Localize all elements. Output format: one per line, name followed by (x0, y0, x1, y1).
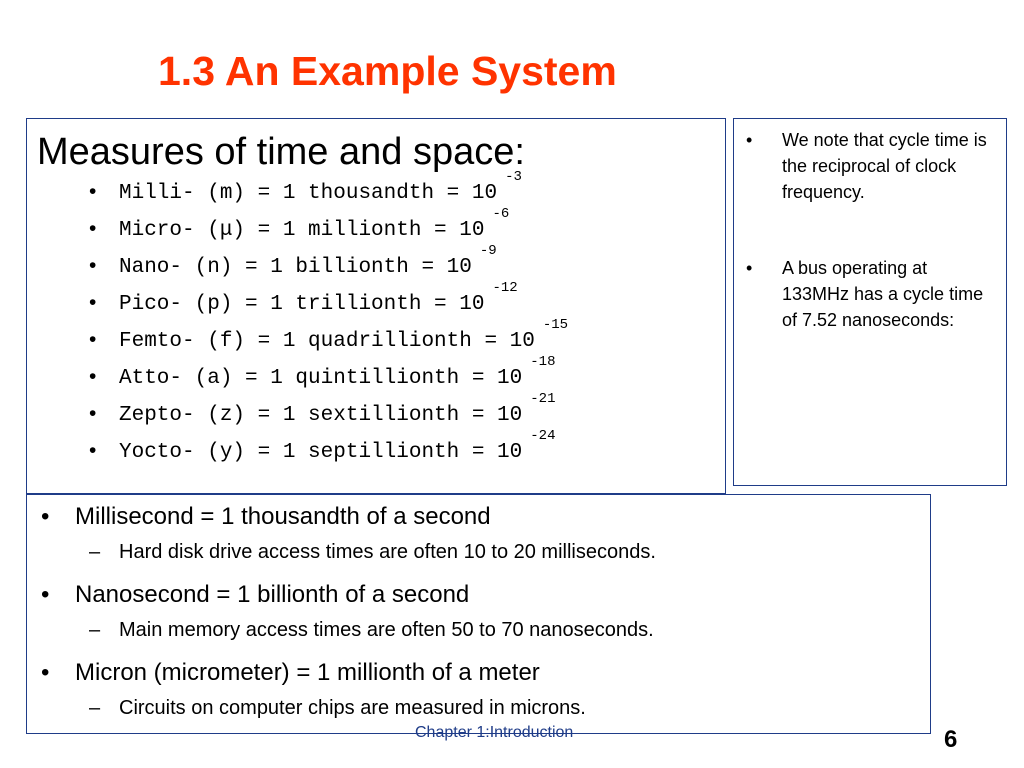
bullet-icon: • (746, 258, 753, 278)
bullet-icon: • (89, 439, 97, 462)
bullet-icon: • (89, 217, 97, 240)
unit-prefix-text: Yocto- (y) = 1 septillionth = 10 (119, 441, 523, 464)
notes-list (746, 127, 996, 383)
definition-text: Millisecond = 1 thousandth of a second (75, 503, 491, 530)
unit-prefix-list (89, 169, 569, 475)
unit-prefix-text: Nano- (n) = 1 billionth = 10 (119, 256, 472, 279)
definition-micron (27, 659, 930, 697)
unit-prefix-pico (89, 280, 568, 327)
example-text: Main memory access times are often 50 to 70 nanoseconds. (119, 619, 654, 641)
bullet-icon: • (89, 254, 97, 277)
definitions-box (26, 494, 931, 734)
bullet-icon: • (89, 180, 97, 203)
page-number: 6 (944, 726, 958, 753)
unit-prefix-text: Zepto- (z) = 1 sextillionth = 10 (119, 404, 523, 427)
unit-prefix-femto (89, 317, 569, 364)
unit-prefix-atto (89, 354, 568, 401)
measures-box (26, 118, 726, 494)
unit-prefix-text: Atto- (a) = 1 quintillionth = 10 (119, 367, 523, 390)
measures-heading: Measures of time and space: (37, 131, 525, 173)
unit-prefix-zepto (89, 391, 568, 438)
unit-exponent: -6 (492, 206, 510, 222)
bullet-icon: • (89, 402, 97, 425)
unit-exponent: -18 (530, 354, 556, 370)
definition-example-millisecond (27, 541, 930, 581)
definition-text: Nanosecond = 1 billionth of a second (75, 581, 470, 608)
unit-exponent: -12 (492, 280, 518, 296)
bullet-icon: • (41, 659, 50, 686)
unit-exponent: -15 (542, 317, 569, 333)
definition-nanosecond (27, 581, 930, 619)
unit-prefix-text: Femto- (f) = 1 quadrillionth = 10 (119, 330, 535, 353)
definition-text: Micron (micrometer) = 1 millionth of a meter (75, 659, 540, 686)
unit-exponent: -9 (479, 243, 497, 259)
dash-icon: – (89, 619, 101, 641)
bullet-icon: • (41, 503, 50, 530)
slide-footer: Chapter 1:Introduction (415, 724, 574, 741)
unit-prefix-yocto (89, 428, 568, 475)
note-bus-example (746, 255, 996, 333)
bullet-icon: • (746, 130, 753, 150)
note-text: We note that cycle time is the reciprocal of clock frequency. (782, 130, 987, 202)
bullet-icon: • (41, 581, 50, 608)
example-text: Circuits on computer chips are measured in microns. (119, 697, 586, 719)
bullet-icon: • (89, 291, 97, 314)
notes-box (733, 118, 1007, 486)
note-cycle-time (746, 127, 996, 205)
bullet-icon: • (89, 365, 97, 388)
note-text: A bus operating at 133MHz has a cycle time of 7.52 nanoseconds: (782, 258, 984, 330)
dash-icon: – (89, 541, 101, 563)
definition-millisecond (27, 503, 930, 541)
unit-exponent: -21 (530, 391, 556, 407)
slide-title: 1.3 An Example System (158, 48, 617, 94)
unit-prefix-text: Pico- (p) = 1 trillionth = 10 (119, 293, 485, 316)
example-text: Hard disk drive access times are often 10 to 20 milliseconds. (119, 541, 656, 563)
definition-example-nanosecond (27, 619, 930, 659)
dash-icon: – (89, 697, 101, 719)
bullet-icon: • (89, 328, 97, 351)
definitions-list (27, 503, 930, 737)
unit-exponent: -3 (505, 169, 522, 185)
unit-exponent: -24 (530, 428, 556, 444)
unit-prefix-text: Micro- (μ) = 1 millionth = 10 (119, 219, 485, 242)
unit-prefix-text: Milli- (m) = 1 thousandth = 10 (119, 182, 498, 205)
